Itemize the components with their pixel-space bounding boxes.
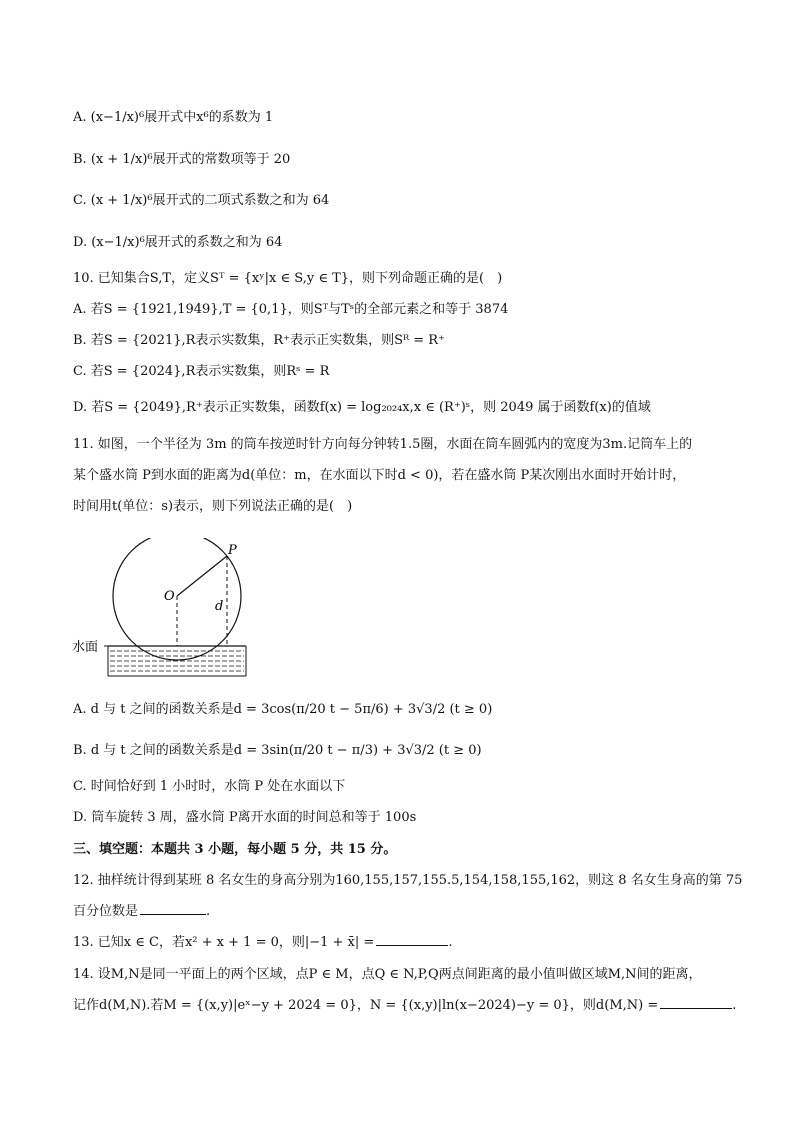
water-hatching — [110, 651, 244, 671]
q14-line-2-text: 记作d(M,N).若M = {(x,y)|eˣ−y + 2024 = 0}，N = {(x,y)|ln(x−2024)−y = 0}，则d(M,N) = — [73, 998, 659, 1013]
radius-op — [177, 556, 227, 596]
q10-option-d: D. 若S = {2049},R⁺表示正实数集，函数f(x) = log₂₀₂₄x,x ∈ (R⁺)ˢ，则 2049 属于函数f(x)的值域 — [73, 400, 651, 415]
q10-option-b: B. 若S = {2021},R表示实数集，R⁺表示正实数集，则Sᴿ = R⁺ — [73, 333, 445, 348]
waterwheel-figure — [60, 538, 310, 688]
q11-option-d: D. 筒车旋转 3 周，盛水筒 P离开水面的时间总和等于 100s — [73, 810, 417, 825]
q13-line: 13. 已知x ∈ C，若x² + x + 1 = 0，则|−1 + x̄| = . — [73, 935, 453, 950]
label-water: 水面 — [72, 640, 99, 655]
q9-option-d: D. (x−1/x)⁶展开式的系数之和为 64 — [73, 235, 283, 250]
q12-line-2: 百分位数是 . — [73, 904, 211, 919]
q14-answer-blank[interactable] — [660, 996, 732, 1009]
q10-option-c: C. 若S = {2024},R表示实数集，则Rˢ = R — [73, 364, 330, 379]
q13-answer-blank[interactable] — [376, 933, 448, 946]
q14-line-2: 记作d(M,N).若M = {(x,y)|eˣ−y + 2024 = 0}，N = {(x,y)|ln(x−2024)−y = 0}，则d(M,N) = . — [73, 998, 737, 1013]
q9-option-b: B. (x + 1/x)⁶展开式的常数项等于 20 — [73, 152, 291, 167]
q10-stem: 10. 已知集合S,T，定义Sᵀ = {xʸ|x ∈ S,y ∈ T}，则下列命题正确的是( ) — [73, 271, 503, 286]
label-o: O — [164, 589, 175, 604]
q12-answer-blank[interactable] — [140, 902, 206, 915]
label-p: P — [228, 543, 237, 558]
q11-option-c: C. 时间恰好到 1 小时时，水筒 P 处在水面以下 — [73, 779, 346, 794]
section-3-heading: 三、填空题：本题共 3 小题，每小题 5 分，共 15 分。 — [73, 842, 397, 857]
q12-line-2-text: 百分位数是 — [73, 904, 139, 919]
q9-option-c: C. (x + 1/x)⁶展开式的二项式系数之和为 64 — [73, 193, 330, 208]
label-d: d — [215, 599, 224, 614]
q11-stem-line-3: 时间用t(单位：s)表示，则下列说法正确的是( ) — [73, 499, 353, 514]
q14-line-1: 14. 设M,N是同一平面上的两个区域，点P ∈ M，点Q ∈ N,P,Q两点间距离的最小值叫做区域M,N间的距离， — [73, 967, 702, 982]
q11-option-b: B. d 与 t 之间的函数关系是d = 3sin(π/20 t − π/3) + 3√3/2 (t ≥ 0) — [73, 743, 482, 758]
q10-option-a: A. 若S = {1921,1949},T = {0,1}，则Sᵀ与Tˢ的全部元素之和等于 3874 — [73, 302, 509, 317]
q11-stem-line-2: 某个盛水筒 P到水面的距离为d(单位：m，在水面以下时d < 0)，若在盛水筒 P某次刚出水面时开始计时， — [73, 468, 686, 483]
q13-text: 13. 已知x ∈ C，若x² + x + 1 = 0，则|−1 + x̄| = — [73, 935, 375, 950]
q9-option-a: A. (x−1/x)⁶展开式中x⁶的系数为 1 — [73, 110, 274, 125]
q11-option-a: A. d 与 t 之间的函数关系是d = 3cos(π/20 t − 5π/6) + 3√3/2 (t ≥ 0) — [73, 702, 493, 717]
q12-line-1: 12. 抽样统计得到某班 8 名女生的身高分别为160,155,157,155.5,154,158,155,162，则这 8 名女生身高的第 75 — [73, 873, 743, 888]
q11-stem-line-1: 11. 如图，一个半径为 3m 的筒车按逆时针方向每分钟转1.5圈，水面在筒车圆弧内的宽度为3m.记筒车上的 — [73, 437, 693, 452]
